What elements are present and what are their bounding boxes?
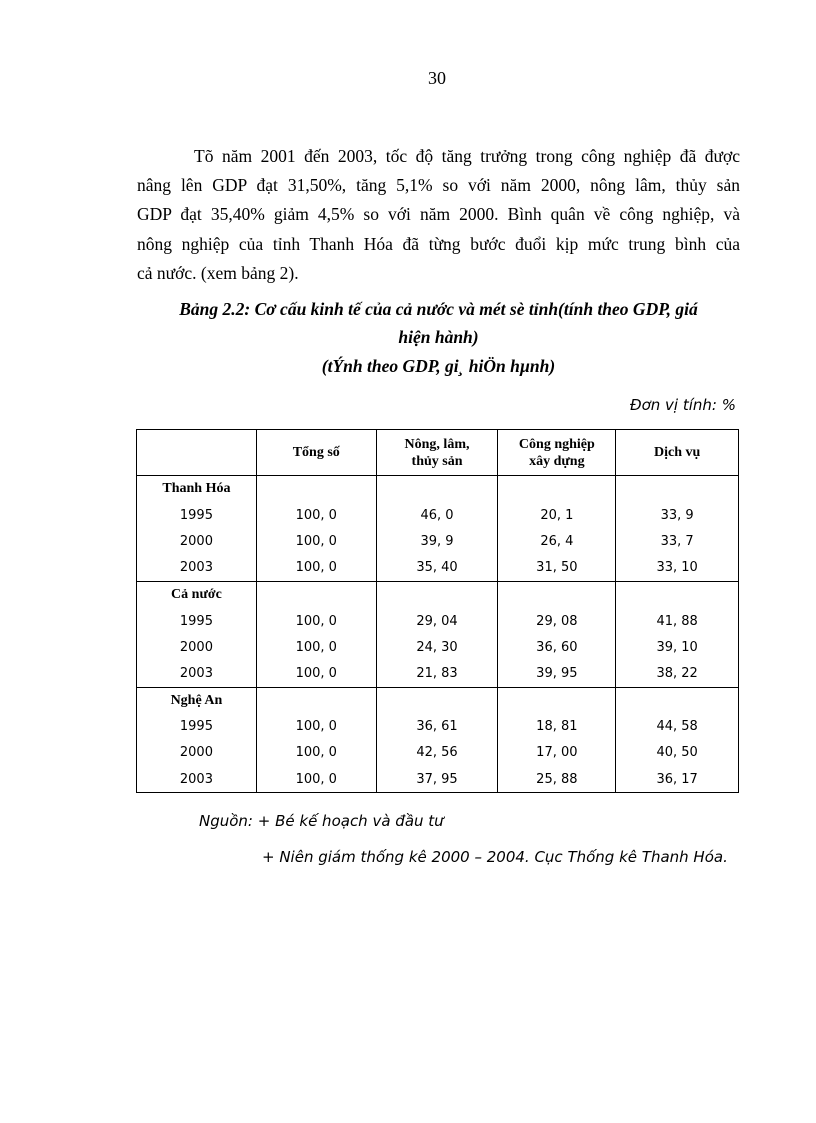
group-header-row: [137, 687, 739, 714]
year-cell: 2000: [137, 634, 257, 660]
header-text-agriculture-1: Nông, lâm,: [404, 436, 470, 452]
value-cell: 33, 9: [616, 502, 739, 528]
value-cell: 25, 88: [498, 766, 616, 793]
source-line-1: Nguồn: + Bé kế hoạch và đầu tư: [199, 812, 444, 830]
value-cell: 21, 83: [376, 660, 498, 687]
header-text-services: Dịch vụ: [654, 445, 701, 460]
value-cell: 40, 50: [616, 740, 739, 766]
table-body: [137, 476, 739, 793]
table-row: [137, 660, 739, 687]
value-cell: 100, 0: [256, 714, 376, 740]
table-caption-line-3: (tÝnh theo GDP, gi¸ hiÖn hµnh): [321, 356, 556, 376]
value-cell: 100, 0: [256, 502, 376, 528]
empty-cell: [498, 581, 616, 608]
group-name-cell: Thanh Hóa: [137, 476, 257, 503]
value-cell: 100, 0: [256, 660, 376, 687]
year-cell: 2000: [137, 740, 257, 766]
header-text-total: Tổng số: [292, 445, 340, 460]
value-cell: 35, 40: [376, 555, 498, 582]
empty-cell: [376, 581, 498, 608]
value-cell: 46, 0: [376, 502, 498, 528]
value-cell: 38, 22: [616, 660, 739, 687]
header-cell-total: [256, 430, 376, 476]
body-paragraph: [137, 142, 740, 288]
value-cell: 36, 60: [498, 634, 616, 660]
paragraph-line: nông nghiệp của tỉnh Thanh Hóa đã từng bước đuổi kịp mức trung bình của: [137, 233, 740, 254]
empty-cell: [376, 476, 498, 503]
value-cell: 24, 30: [376, 634, 498, 660]
value-cell: 17, 00: [498, 740, 616, 766]
value-cell: 33, 7: [616, 528, 739, 554]
empty-cell: [256, 687, 376, 714]
value-cell: 41, 88: [616, 608, 739, 634]
table-row: [137, 714, 739, 740]
value-cell: 18, 81: [498, 714, 616, 740]
empty-cell: [616, 687, 739, 714]
source-line-2: + Niên giám thống kê 2000 – 2004. Cục Thống kê Thanh Hóa.: [262, 848, 728, 866]
header-cell-services: [616, 430, 739, 476]
value-cell: 44, 58: [616, 714, 739, 740]
empty-cell: [256, 581, 376, 608]
value-cell: 29, 04: [376, 608, 498, 634]
paragraph-line: nâng lên GDP đạt 31,50%, tăng 5,1% so với năm 2000, nông lâm, thủy sản: [137, 175, 740, 196]
table-row: [137, 740, 739, 766]
header-cell-industry: [498, 430, 616, 476]
year-cell: 2003: [137, 555, 257, 582]
value-cell: 100, 0: [256, 740, 376, 766]
header-cell-agriculture: [376, 430, 498, 476]
empty-cell: [616, 581, 739, 608]
value-cell: 100, 0: [256, 634, 376, 660]
table-row: [137, 528, 739, 554]
page-number: 30: [428, 68, 446, 88]
value-cell: 29, 08: [498, 608, 616, 634]
year-cell: 2003: [137, 766, 257, 793]
year-cell: 1995: [137, 608, 257, 634]
empty-cell: [376, 687, 498, 714]
value-cell: 100, 0: [256, 555, 376, 582]
value-cell: 37, 95: [376, 766, 498, 793]
year-cell: 2003: [137, 660, 257, 687]
value-cell: 39, 95: [498, 660, 616, 687]
value-cell: 39, 9: [376, 528, 498, 554]
unit-label: Đơn vị tính: %: [629, 396, 736, 414]
table-row: [137, 766, 739, 793]
year-cell: 1995: [137, 502, 257, 528]
table-row: [137, 634, 739, 660]
value-cell: 100, 0: [256, 528, 376, 554]
group-name-cell: Nghệ An: [137, 687, 257, 714]
value-cell: 42, 56: [376, 740, 498, 766]
header-text-industry-1: Công nghiệp: [518, 436, 595, 452]
empty-cell: [256, 476, 376, 503]
group-name-cell: Cả nước: [137, 581, 257, 608]
value-cell: 39, 10: [616, 634, 739, 660]
paragraph-line: GDP đạt 35,40% giảm 4,5% so với năm 2000. Bình quân về công nghiệp, và: [137, 204, 740, 225]
table-row: [137, 555, 739, 582]
empty-cell: [498, 687, 616, 714]
economic-structure-table: [136, 429, 739, 793]
value-cell: 100, 0: [256, 608, 376, 634]
group-header-row: [137, 581, 739, 608]
table-header-row: [137, 430, 739, 476]
paragraph-line: cả nước. (xem bảng 2).: [137, 262, 299, 283]
header-text-agriculture-2: thủy sản: [411, 453, 463, 469]
paragraph-line: Tõ năm 2001 đến 2003, tốc độ tăng trưởng trong công nghiệp đã được: [194, 146, 740, 166]
value-cell: 33, 10: [616, 555, 739, 582]
year-cell: 2000: [137, 528, 257, 554]
value-cell: 26, 4: [498, 528, 616, 554]
table-row: [137, 502, 739, 528]
value-cell: 20, 1: [498, 502, 616, 528]
value-cell: 100, 0: [256, 766, 376, 793]
header-text-industry-2: xây dựng: [529, 453, 585, 469]
year-cell: 1995: [137, 714, 257, 740]
group-header-row: [137, 476, 739, 503]
empty-cell: [616, 476, 739, 503]
value-cell: 36, 61: [376, 714, 498, 740]
table-caption-line-2: hiện hành): [398, 327, 479, 347]
header-cell-region: [137, 430, 257, 476]
empty-cell: [498, 476, 616, 503]
value-cell: 36, 17: [616, 766, 739, 793]
table-row: [137, 608, 739, 634]
value-cell: 31, 50: [498, 555, 616, 582]
table-caption-line-1: Bảng 2.2: Cơ cấu kinh tế của cả nước và mét sè tỉnh(tính theo GDP, giá: [179, 299, 698, 319]
